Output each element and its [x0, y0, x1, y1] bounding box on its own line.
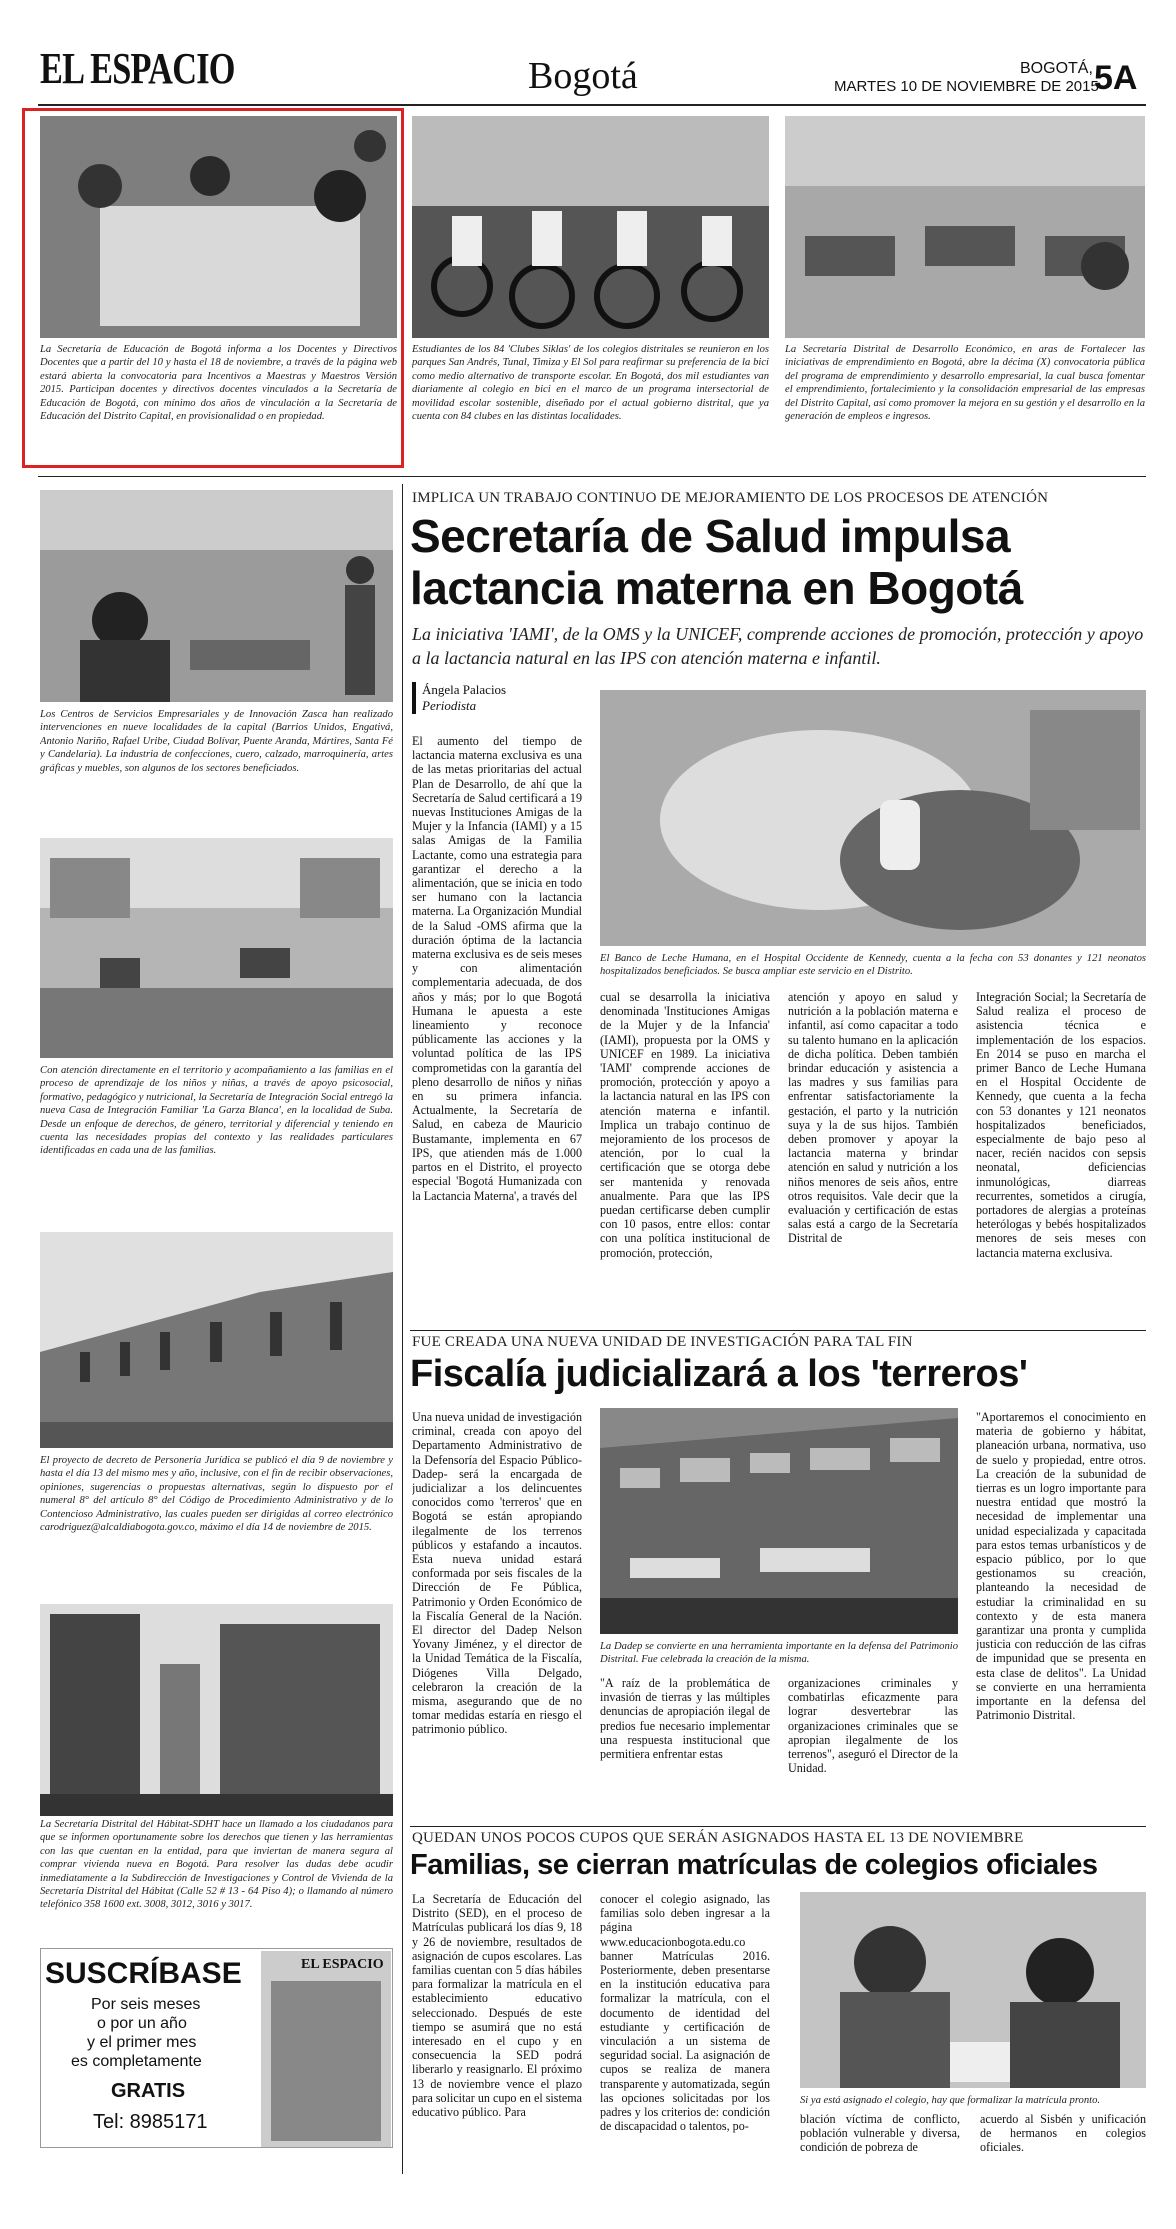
left-photo-4: [40, 1604, 393, 1816]
left-column-divider: [402, 484, 403, 2174]
left-photo-3: [40, 1232, 393, 1448]
newspaper-logo: EL ESPACIO: [40, 44, 235, 93]
subscribe-title: SUSCRÍBASE: [45, 1957, 242, 1990]
fiscalia-col-1: Una nueva unidad de investigación criminal, creada con apoyo del Departamento Administrativo de la Defensoría del Espacio Público-Dadep- será la encargada de judicializar a los delincuentes conocidos como 'terreros' que en Bogotá se están apropiando ilegalmente de los terrenos públicos y estafando a incautos. Esta nueva unidad estará conformada por seis fiscales de la Dirección de Fe Pública, Patrimonio y Orden Económico de la Fiscalía General de la Nación. El director del Dadep Nelson Yovany Jiménez, y el director de la Unidad Temática de la Fiscalía, Diógenes Villa Delgado, celebraron la creación de la misma, asegurando que de no tomar medidas estaría en riesgo el patrimonio público.: [412, 1410, 582, 1737]
fiscalia-col-3: organizaciones criminales y combatirlas eficazmente para lograr desvertebrar las organizaciones criminales que se apropian ilegalmente de los terrenos", aseguró el Director de la Unidad.: [788, 1676, 958, 1776]
author-block: [412, 682, 506, 714]
health-bottom-rule: [410, 1330, 1146, 1331]
top-photo-3: [785, 116, 1145, 338]
health-col-4: Integración Social; la Secretaría de Salud realiza el proceso de asistencia técnica e implementación de los espacios. En 2014 se puso en marcha el primer Banco de Leche Humana en el Hospital Occidente de Kennedy, que cuenta a la fecha con 53 donantes y 121 neonatos hospitalizados beneficiados, especialmente de bajo peso al nacer, recién nacidos con sepsis neonatal, deficiencias inmunológicas, diarreas recurrentes, sometidos a cirugía, portadores de alergias a proteínas heterólogas y bebés hospitalizados menores de seis meses con lactancia materna exclusiva.: [976, 990, 1146, 1260]
mini-newspaper-logo: EL ESPACIO: [301, 1957, 384, 1972]
top-photo-3-caption: La Secretaría Distrital de Desarrollo Económico, en aras de Fortalecer las iniciativas de emprendimiento en Bogotá, abre la décima (X) convocatoria pública del programa de emprendimiento y desarrollo empresarial, la cual busca fomentar el emprendimiento, fortalecimiento y la consolidación empresarial de las empresas del Distrito Capital, así como promover la mejora en su gestión y el desarrollo en la generación de empleos e ingresos.: [785, 344, 1145, 423]
health-col-1: El aumento del tiempo de lactancia materna exclusiva es una de las metas prioritarias del actual Plan de Desarrollo, de ahí que la Secretaría de Salud certificará a 19 nuevas Instituciones Amigas de la Mujer y la Infancia (IAMI) y a 15 salas Amigas de la Familia Lactante, como una estrategia para garantizar el derecho a la alimentación, que se inicia en todo ser humano con la lactancia materna. La Organización Mundial de la Salud -OMS afirma que la duración óptima de la lactancia materna exclusiva es de seis meses y con alimentación complementaria adecuada, de dos años y más; por lo que Bogotá Humana le apuesta a este lineamiento y reconoce públicamente las acciones y la voluntad política de las IPS comprometidas con la garantía del pleno desarrollo de niños y niñas en su primera infancia. Actualmente, la Secretaría de Salud, en cabeza de Mauricio Bustamante, implementa en 67 IPS, que atienden más de 1.000 partos en el Distrito, el proyecto especial 'Bogotá Humanizada con la Lactancia Materna', a través del: [412, 734, 582, 1203]
health-kicker: IMPLICA UN TRABAJO CONTINUO DE MEJORAMIENTO DE LOS PROCESOS DE ATENCIÓN: [412, 490, 1049, 506]
left-photo-4-caption: La Secretaría Distrital del Hábitat-SDHT hace un llamado a los ciudadanos para que se informen oportunamente sobre los derechos que tienen y las herramientas con las que cuentan en la entidad, para que inviertan de manera segura al comprar vivienda nueva en Bogotá. Para resolver las dudas debe acudir inmediatamente a la Subdirección de Investigaciones y Control de Vivienda de la Secretaría Distrital del Hábitat (Calle 52 # 13 - 64 Piso 4); o llamando al número telefónico 358 1600 ext. 3008, 3012, 3016 y 3017.: [40, 1819, 393, 1911]
health-headline-1: Secretaría de Salud impulsa: [410, 510, 1011, 562]
dateline-city: BOGOTÁ,: [1020, 60, 1093, 77]
subscribe-ad[interactable]: [40, 1948, 393, 2148]
fiscalia-col-4: "Aportaremos el conocimiento en materia de gobierno y hábitat, planeación urbana, normativa, uso de suelo y propiedad, entre otros. La creación de la subunidad de tierras es un logro importante para nuestra entidad que mostró la necesidad de implementar una unidad especializada y capacitada para estos temas urbanísticos y de espacio público, por lo que gestionamos su creación, planteando la necesidad de estudiar la criminalidad en su contexto y de esta manera garantizar una pronta y cumplida justicia con reducción de las cifras de impunidad que se presenta en esta clase de delitos". La Unidad se convierte en una herramienta importante en la defensa del Patrimonio Distrital.: [976, 1410, 1146, 1723]
schools-photo-caption: Si ya está asignado el colegio, hay que formalizar la matrícula pronto.: [800, 2095, 1101, 2106]
health-headline-2: lactancia materna en Bogotá: [410, 562, 1023, 614]
left-photo-1-caption: Los Centros de Servicios Empresariales y de Innovación Zasca han realizado intervenciones en nueve localidades de la capital (Barrios Unidos, Engativá, Antonio Nariño, Rafael Uribe, Ciudad Bolívar, Puente Aranda, Mártires, Santa Fé y Candelaria). La industria de confecciones, cuero, calzado, marroquinería, artes gráficas y muebles, son algunos de los sectores beneficiados.: [40, 709, 393, 774]
left-photo-1: [40, 490, 393, 702]
left-photo-3-caption: El proyecto de decreto de Personería Jurídica se publicó el día 9 de noviembre y hasta el día 13 del mismo mes y año, inclusive, con el fin de recibir observaciones, opiniones, sugerencias o propuestas alternativas, según lo dispuesto por el numeral 8° del artículo 8° del Código de Procedimiento Administrativo y de lo Contencioso Administrativo, las cuales pueden ser dirigidas al correo electrónico carodriguez@alcaldiabogota.gov.co, máximo el día 14 de noviembre de 2015.: [40, 1455, 393, 1534]
health-col-2: cual se desarrolla la iniciativa denominada 'Instituciones Amigas de la Mujer y de la Infancia' (IAMI), propuesta por la OMS y UNICEF en 1989. La iniciativa 'IAMI' comprende acciones de promoción, protección y apoyo a la lactancia natural en las IPS con atención materna e infantil. Implica un trabajo continuo de mejoramiento de los procesos de atención, por lo cual la certificación que se otorga debe ser mantenida y renovada anualmente. Para que las IPS puedan certificarse deben cumplir con 10 pasos, entre ellos: contar con una política institucional de promoción, protección,: [600, 990, 770, 1260]
top-photo-1-caption: La Secretaría de Educación de Bogotá informa a los Docentes y Directivos Docentes que a partir del 10 y hasta el 18 de noviembre, a través de la página web estará abierta la convocatoria para Incentivos a Maestras y Maestros Versión 2015. Participan docentes y directivos docentes vinculados a la Secretaría de Educación de Bogotá, con mínimo dos años de vinculación a la Secretaría de Educación del Distrito Capital, en provisionalidad o en propiedad.: [40, 344, 397, 423]
subscribe-line-4: es completamente: [71, 2053, 202, 2070]
subscribe-phone[interactable]: Tel: 8985171: [93, 2111, 208, 2133]
fiscalia-photo-caption: La Dadep se convierte en una herramienta importante en la defensa del Patrimonio Distrital. Fue celebrada la creación de la misma.: [600, 1641, 958, 1666]
subscribe-line-2: o por un año: [97, 2015, 187, 2032]
colonial-building-icon: [40, 1232, 393, 1448]
mini-newspaper-page: [271, 1981, 381, 2141]
school-enrollment-icon: [800, 1892, 1146, 2088]
subscribe-line-1: Por seis meses: [91, 1996, 201, 2013]
health-dek: La iniciativa 'IAMI', de la OMS y la UNICEF, comprende acciones de promoción, protección y apoyo a la lactancia natural en las IPS con atención materna e infantil.: [412, 624, 1144, 668]
housing-towers-icon: [40, 1604, 393, 1816]
author-name: Ángela Palacios: [422, 682, 507, 697]
schools-photo: [800, 1892, 1146, 2088]
hillside-settlement-icon: [600, 1408, 958, 1634]
fiscalia-headline: Fiscalía judicializará a los 'terreros': [410, 1353, 1028, 1395]
newspaper-stack-image: [261, 1951, 391, 2147]
breastfeeding-icon: [600, 690, 1146, 946]
fiscalia-col-2: "A raíz de la problemática de invasión de tierras y las múltiples denuncias de apropiación ilegal de predios fue necesario implementar una respuesta institucional que permitiera enfrentar estas: [600, 1676, 770, 1762]
health-photo-caption: El Banco de Leche Humana, en el Hospital Occidente de Kennedy, cuenta a la fecha con 53 donantes y 121 neonatos hospitalizados beneficiados. Se busca ampliar este servicio en el Distrito.: [600, 953, 1146, 978]
author-role: Periodista: [422, 698, 477, 713]
schools-headline: Familias, se cierran matrículas de colegios oficiales: [410, 1849, 1098, 1881]
subscribe-free: GRATIS: [111, 2080, 186, 2102]
top-photo-2-caption: Estudiantes de los 84 'Clubes Siklas' de los colegios distritales se reunieron en los parques San Andrés, Tunal, Timiza y El Sol para reafirmar su preferencia de la bici como medio alternativo de transporte escolar. En Bogotá, dos mil estudiantes van diariamente al colegio en bici en el marco de un programa intersectorial de movilidad escolar sostenible, diseñado por el actual gobierno distrital, que ya cuenta con 84 clubes en las distintas localidades.: [412, 344, 769, 423]
left-photo-2-caption: Con atención directamente en el territorio y acompañamiento a las familias en el proceso de aprendizaje de los niños y niñas, a través de apoyo psicosocial, formativo, pedagógico y nutricional, la Secretaría de Integración Social entregó la nueva Casa de Integración Familiar 'La Garza Blanca', en la localidad de Suba. Desde un enfoque de derechos, de género, territorial y diferencial y teniendo en cuenta las necesidades propias del contexto y las realidades particulares identificadas en cada una de las familias.: [40, 1065, 393, 1157]
schools-col-4: acuerdo al Sisbén y unificación de hermanos en colegios oficiales.: [980, 2112, 1146, 2155]
schools-kicker: QUEDAN UNOS POCOS CUPOS QUE SERÁN ASIGNADOS HASTA EL 13 DE NOVIEMBRE: [412, 1830, 1024, 1846]
subscribe-line-3: y el primer mes: [87, 2034, 197, 2051]
health-col-3: atención y apoyo en salud y nutrición a la población materna e infantil, así como capacitar a todo su talento humano en la aplicación de dicha política. Deben también brindar educación y asistencia a las madres y sus familias para enfrentar satisfactoriamente la gestación, el parto y la nutrición suya y la de sus hijos. También deben promover y apoyar la lactancia materna y brindar atención en salud y nutrición a los niños menores de seis años, entre otros requisitos. Vale decir que la evaluación y certificación de estas salas está a cargo de la Secretaría Distrital de: [788, 990, 958, 1246]
bicycle-club-students-icon: [412, 116, 769, 338]
top-row-rule: [38, 476, 1146, 477]
garment-workshop-icon: [785, 116, 1145, 338]
health-photo: [600, 690, 1146, 946]
children-play-room-icon: [40, 838, 393, 1058]
left-photo-2: [40, 838, 393, 1058]
masthead: [0, 0, 1176, 110]
schools-col-2: conocer el colegio asignado, las familias solo deben ingresar a la página www.educacionbogota.edu.co banner Matrículas 2016. Posteriormente, deben presentarse en la institución educativa para formalizar la matrícula, con el documento de identidad del estudiante y certificación de vinculación a un sistema de seguridad social. La asignación de cupos se realiza de manera transparente y automatizada, según las opciones solicitadas por los padres y los criterios de: condición de discapacidad o talentos, po-: [600, 1892, 770, 2134]
fiscalia-photo: [600, 1408, 958, 1634]
page-number: 5A: [1094, 59, 1138, 97]
masthead-rule: [38, 104, 1146, 106]
highlight-box: [22, 108, 404, 468]
schools-col-1: La Secretaría de Educación del Distrito (SED), en el proceso de Matrículas publicará los días 9, 18 y 26 de noviembre, resultados de asignación de cupos escolares. Las familias cuentan con 5 días hábiles para formalizar la matrícula en el establecimiento educativo seleccionado. Después de este tiempo se asumirá que no está interesado en el cupo y en consecuencia la SED podrá liberarlo y reasignarlo. El próximo 13 de noviembre vence el plazo para solicitar un cupo en el sistema educativo público. Para: [412, 1892, 582, 2120]
fiscalia-bottom-rule: [410, 1826, 1146, 1827]
section-title: Bogotá: [528, 55, 638, 97]
top-photo-2: [412, 116, 769, 338]
dateline-date: MARTES 10 DE NOVIEMBRE DE 2015: [834, 78, 1099, 95]
schools-col-3: blación víctima de conflicto, población vulnerable y diversa, condición de pobreza de: [800, 2112, 960, 2155]
fiscalia-kicker: FUE CREADA UNA NUEVA UNIDAD DE INVESTIGACIÓN PARA TAL FIN: [412, 1334, 913, 1350]
zasca-sewing-center-icon: [40, 490, 393, 702]
